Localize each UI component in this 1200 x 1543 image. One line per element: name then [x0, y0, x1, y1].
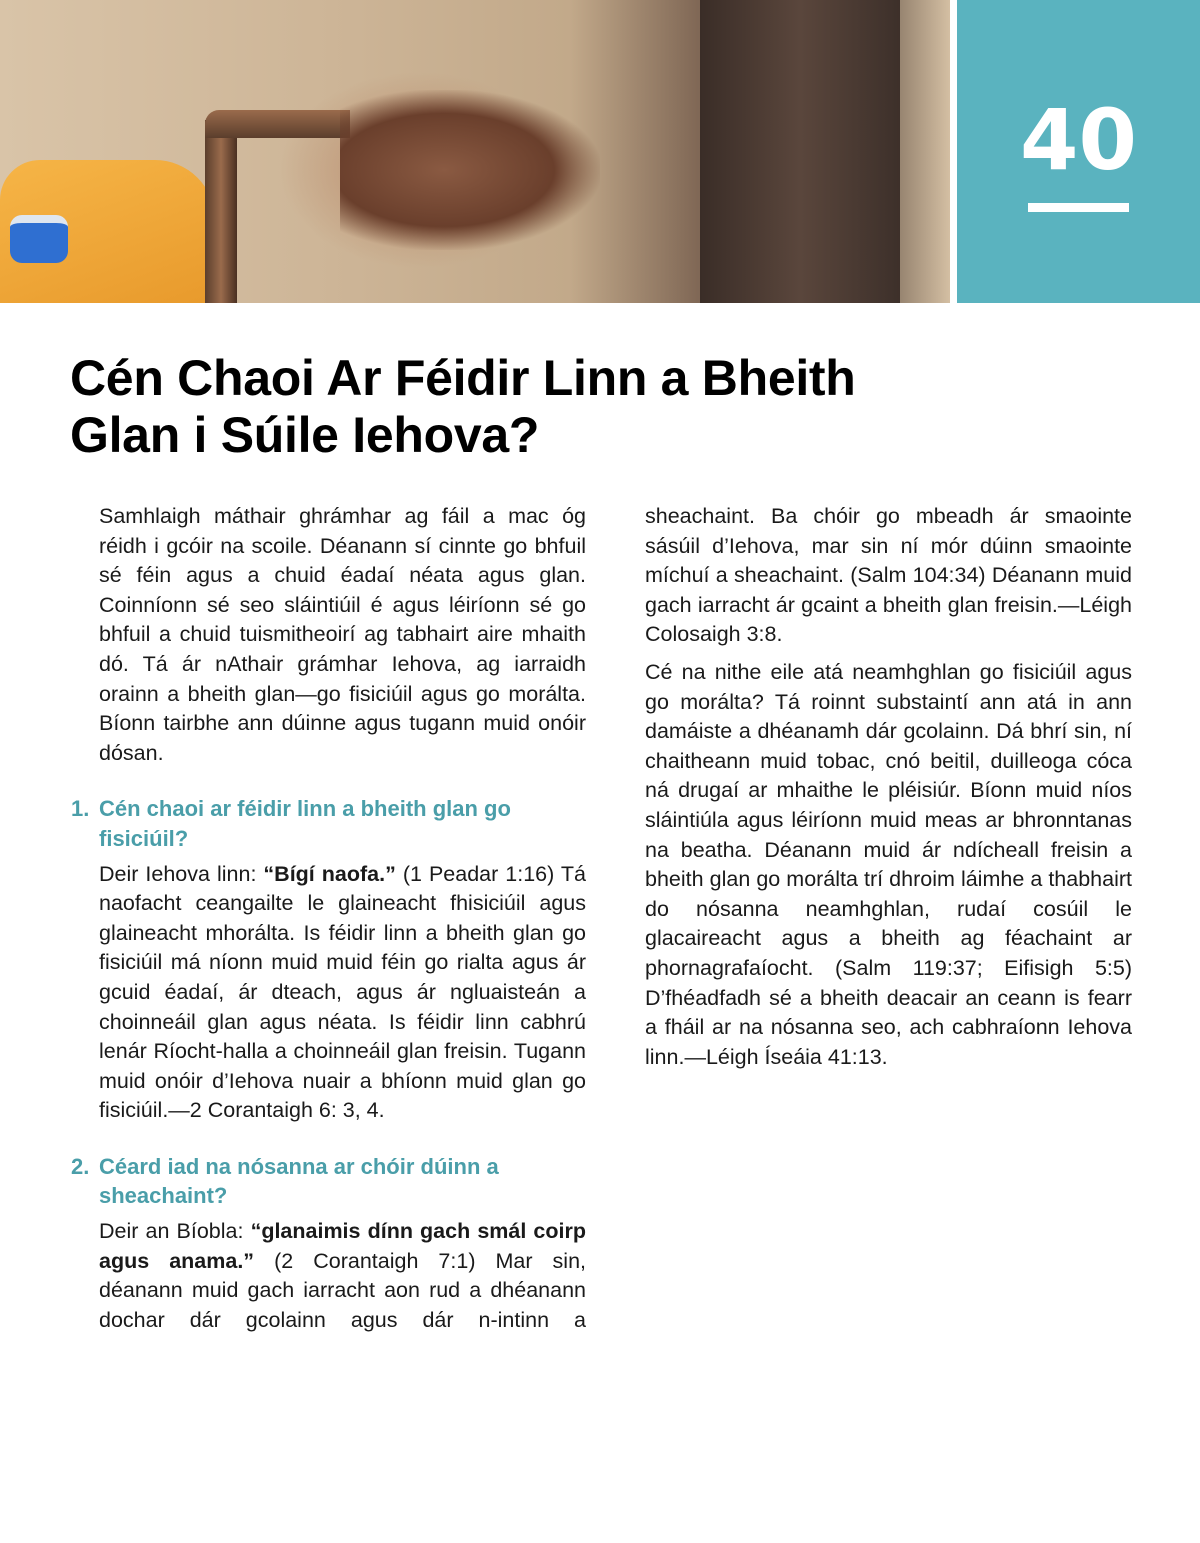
chapter-number: 40	[1020, 91, 1137, 189]
question-heading-1	[71, 794, 586, 853]
header-photo	[0, 0, 950, 303]
tap-spout	[205, 110, 350, 138]
body-text: (2 Corantaigh 7:1) Mar sin, déanann muid gach iarracht aon rud a dhéanann dochar dár gcolainn agus dár n-intinn a	[99, 1248, 587, 1332]
answer-paragraph-2	[99, 1217, 586, 1335]
question-text: Cén chaoi ar féidir linn a bheith glan go fisiciúil?	[99, 796, 511, 851]
column-left	[71, 502, 587, 1343]
chapter-badge	[957, 0, 1200, 303]
question-number: 1.	[71, 796, 90, 822]
intro-paragraph: Samhlaigh máthair ghrámhar ag fáil a mac óg réidh i gcóir na scoile. Déanann sí cinnte go bhfuil sé féin agus a chuid éadaí néata agus glan. Coinníonn sé seo sláintiúil é agus léiríonn sé go bhfuil a chuid tuismitheoirí ag tabhairt aire mhaith dó. Tá ár nAthair grámhar Iehova, ag iarraidh orainn a bheith glan—go fisiciúil agus go morálta. Bíonn tairbhe ann dúinne agus tugann muid onóir dósan.	[99, 504, 586, 765]
question-text: Céard iad na nósanna ar chóir dúinn a sheachaint?	[99, 1153, 499, 1209]
chapter-underline	[1028, 203, 1129, 212]
lead-text: Deir an Bíobla:	[99, 1219, 251, 1244]
body-text: (1 Peadar 1:16) Tá naofacht ceangailte le glaineacht fhisiciúil agus glaineacht mhorálta. Is féidir linn a bheith glan go fisiciúil má níonn muid muid féin go rialta agus ár gcuid éadaí, ár dteach, agus ár ngluaisteán a choinneáil glan agus néata. Is féidir linn cabhrú lenár Ríocht-halla a choinneáil glan freisin. Tugann muid onóir d’Iehova nuair a bhíonn muid glan go fisiciúil.—2 Corantaigh 6: 3, 4.	[99, 861, 586, 1123]
question-heading-2	[71, 1152, 586, 1211]
page-title: Cén Chaoi Ar Féidir Linn a Bheith Glan i Súile Iehova?	[70, 350, 856, 463]
scripture-quote: “glanaimis dínn gach smál coirp agus anama.”	[99, 1219, 586, 1273]
person-legs	[700, 0, 900, 303]
answer-paragraph-3: Cé na nithe eile atá neamhghlan go fisiciúil agus go morálta? Tá roinnt substaintí ann atá in ann damáiste a dhéanamh dár gcolainn. Dá bhrí sin, ní chaitheann muid tobac, cnó beitil, duilleoga cóca ná drugaí ar mhaithe le pléisiúr. Bíonn muid níos sláintiúla agus léiríonn muid meas ar bhronntanas na beatha. Déanann muid ár ndícheall freisin a bheith glan go morálta trí dhroim láimhe a thabhairt do nósanna neamhghlan, rudaí cosúil le glacaireacht agus a bheith ag féachaint ar phornagrafaíocht. (Salm 119:37; Eifisigh 5:5) D’fhéadfadh sé a bheith deacair an ceann is fearr a fháil ar na nósanna seo, ach cabhraíonn Iehova linn.—Léigh Íseáia 41:13.	[645, 659, 1132, 1069]
answer-paragraph-2-continued: sheachaint. Ba chóir go mbeadh ár smaointe sásúil d’Iehova, mar sin ní mór dúinn smaointe míchuí a sheachaint. (Salm 104:34) Déanann muid gach iarracht ár gcaint a bheith glan freisin.—Léigh Colosaigh 3:8.	[645, 504, 1132, 647]
column-right	[645, 502, 1132, 1080]
washing-hands	[340, 90, 600, 250]
lead-text: Deir Iehova linn:	[99, 861, 264, 886]
tap-pipe	[205, 120, 237, 303]
answer-paragraph-1	[99, 860, 586, 1126]
question-number: 2.	[71, 1153, 90, 1179]
jug-cap	[10, 215, 68, 263]
scripture-quote: “Bígí naofa.”	[263, 861, 396, 886]
